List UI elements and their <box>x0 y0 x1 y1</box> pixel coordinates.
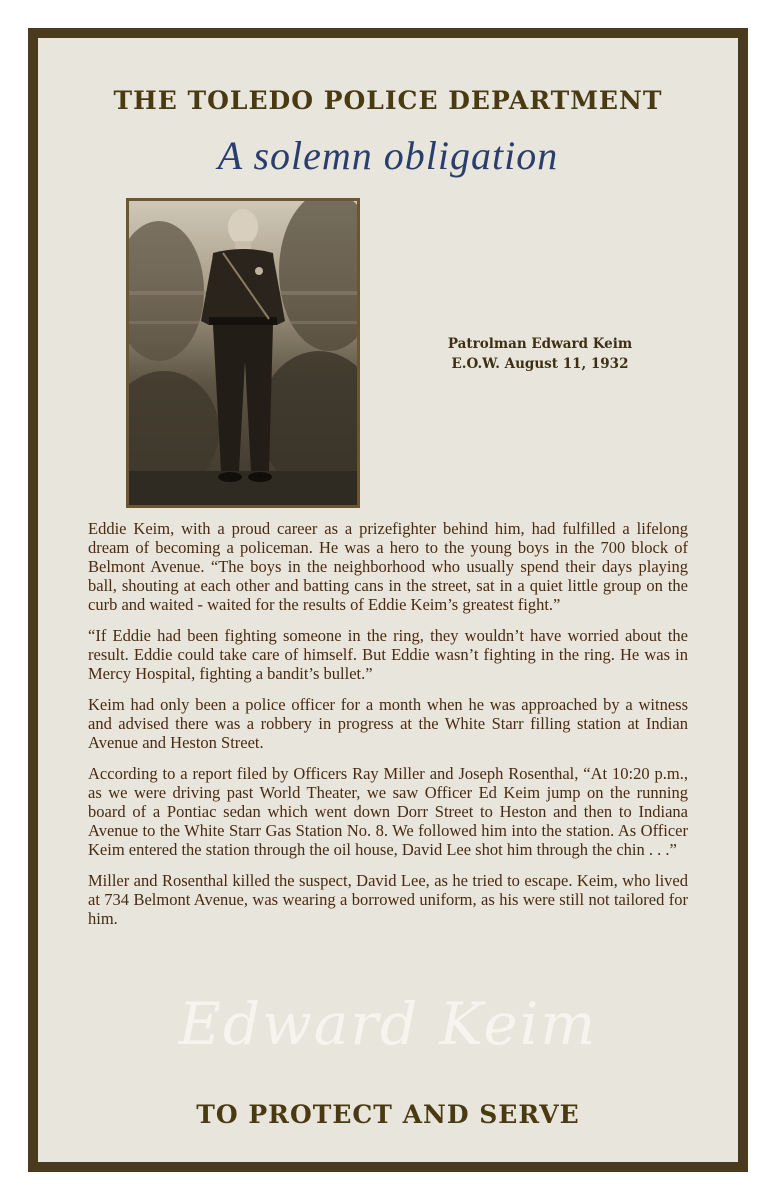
caption-eow: E.O.W. August 11, 1932 <box>451 356 629 372</box>
article-paragraph: According to a report filed by Officers Ray Miller and Joseph Rosenthal, “At 10:20 p.m., as we were driving past World Theater, we saw Officer Ed Keim jump on the running board of a Pontiac sedan which went down Dorr Street to Heston and then to Indiana Avenue to the White Starr Gas Station No. 8. We followed him into the station. As Officer Keim entered the station through the oil house, David Lee shot him through the chin . . .” <box>88 764 688 859</box>
article-paragraph: “If Eddie had been fighting someone in the ring, they wouldn’t have worried about the result. Eddie could take care of himself. But Eddie wasn’t fighting in the ring. He was in Mercy Hospital, fighting a bandit’s bullet.” <box>88 626 688 683</box>
article-paragraph: Eddie Keim, with a proud career as a prizefighter behind him, had fulfilled a lifelong dream of becoming a policeman. He was a hero to the young boys in the 700 block of Belmont Avenue. “The boys in the neighborhood who usually spend their days playing ball, shouting at each other and batting cans in the street, sat in a quiet little group on the curb and waited - waited for the results of Eddie Keim’s greatest fight.” <box>88 519 688 614</box>
article-body <box>88 519 688 940</box>
caption-name: Patrolman Edward Keim <box>447 336 633 352</box>
officer-silhouette-icon <box>129 201 357 505</box>
officer-portrait-photo <box>129 201 357 505</box>
page-subtitle: A solemn obligation <box>217 133 559 178</box>
photo-frame <box>126 198 360 508</box>
page-title: THE TOLEDO POLICE DEPARTMENT <box>113 86 663 115</box>
article-paragraph: Keim had only been a police officer for a month when he was approached by a witness and advised there was a robbery in progress at the White Starr filling station at Indian Avenue and Heston Street. <box>88 695 688 752</box>
footer-motto: TO PROTECT AND SERVE <box>196 1100 580 1129</box>
article-paragraph: Miller and Rosenthal killed the suspect, David Lee, as he tried to escape. Keim, who lived at 734 Belmont Avenue, was wearing a borrowed uniform, as his were still not tailored for him. <box>88 871 688 928</box>
signature-watermark: Edward Keim <box>178 990 598 1058</box>
page-panel <box>38 38 738 1162</box>
photo-caption <box>410 334 670 374</box>
page-border <box>28 28 748 1172</box>
